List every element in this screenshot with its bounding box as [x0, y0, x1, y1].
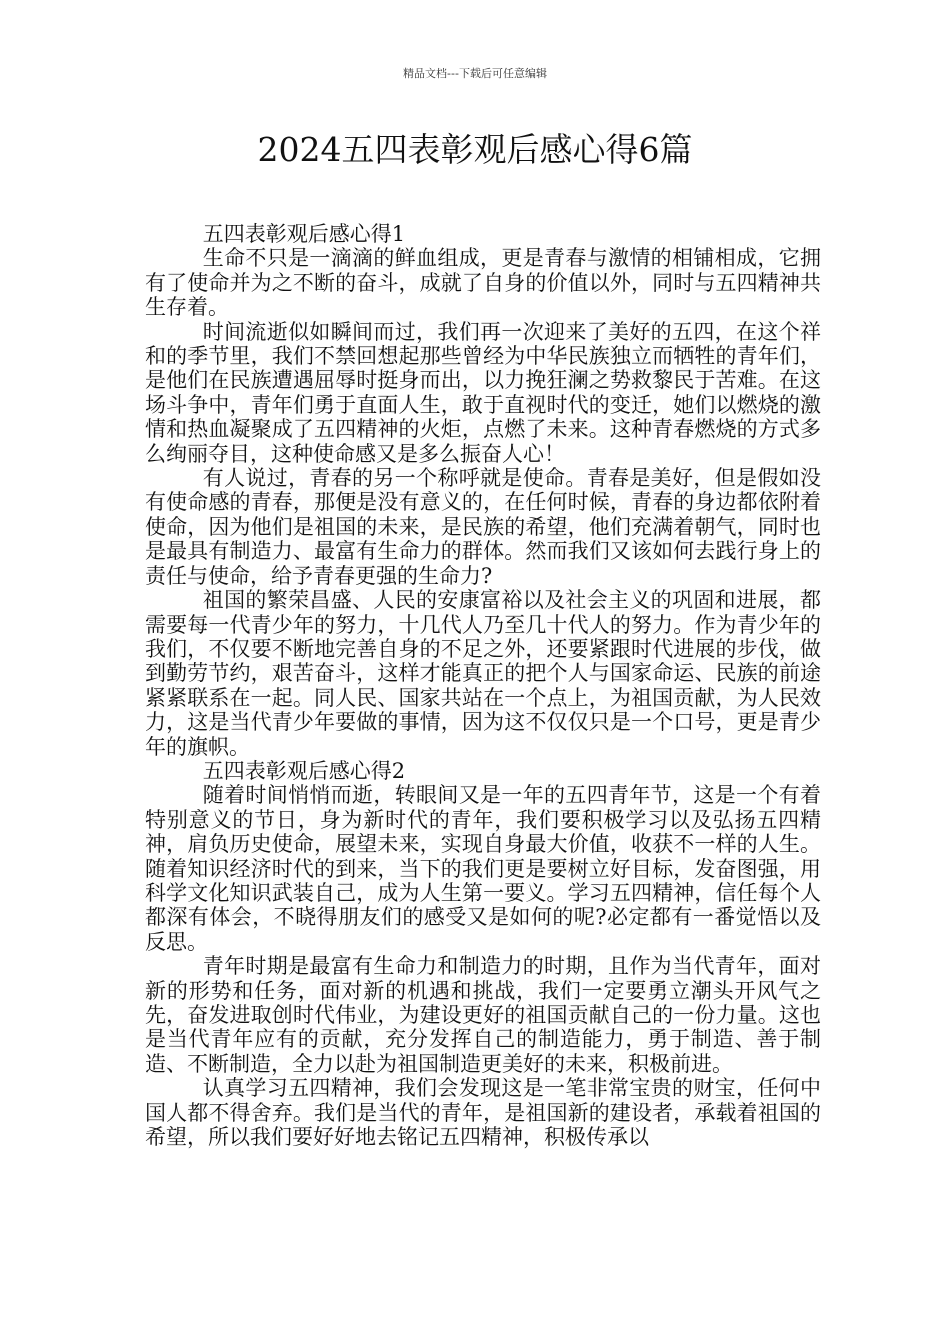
header-note: 精品文档---下载后可任意编辑: [403, 67, 547, 80]
section-heading-1: 五四表彰观后感心得1: [202, 222, 406, 246]
paragraph: 生命不只是一滴滴的鲜血组成，更是青春与激情的相铺相成，它拥有了使命并为之不断的奋斗，成就了自身的价值以外，同时与五四精神共生存着。: [145, 246, 821, 320]
paragraph: 祖国的繁荣昌盛、人民的安康富裕以及社会主义的巩固和进展，都需要每一代青少年的努力，十几代人乃至几十代人的努力。作为青少年的我们，不仅要不断地完善自身的不足之外，还要紧跟时代进展的步伐，做到勤劳节约，艰苦奋斗，这样才能真正的把个人与国家命运、民族的前途紧紧联系在一起。同人民、国家共站在一个点上，为祖国贡献，为人民效力，这是当代青少年要做的事情，因为这不仅仅只是一个口号，更是青少年的旗帜。: [145, 588, 821, 759]
document-body: [145, 222, 821, 1149]
paragraph: 有人说过，青春的另一个称呼就是使命。青春是美好，但是假如没有使命感的青春，那便是没有意义的，在任何时候，青春的身边都依附着使命，因为他们是祖国的未来，是民族的希望，他们充满着朝气，同时也是最具有制造力、最富有生命力的群体。然而我们又该如何去践行身上的责任与使命，给予青春更强的生命力?: [145, 466, 821, 588]
paragraph: 认真学习五四精神，我们会发现这是一笔非常宝贵的财宝，任何中国人都不得舍弃。我们是当代的青年，是祖国新的建设者，承载着祖国的希望，所以我们要好好地去铭记五四精神，积极传承以: [145, 1076, 821, 1150]
paragraph: 时间流逝似如瞬间而过，我们再一次迎来了美好的五四，在这个祥和的季节里，我们不禁回想起那些曾经为中华民族独立而牺牲的青年们，是他们在民族遭遇屈辱时挺身而出，以力挽狂澜之势救黎民于苦难。在这场斗争中，青年们勇于直面人生，敢于直视时代的变迁，她们以燃烧的激情和热血凝聚成了五四精神的火炬，点燃了未来。这种青春燃烧的方式多么绚丽夺目，这种使命感又是多么振奋人心！: [145, 319, 821, 466]
document-title: 2024五四表彰观后感心得6篇: [257, 130, 693, 169]
paragraph: 青年时期是最富有生命力和制造力的时期，且作为当代青年，面对新的形势和任务，面对新的机遇和挑战，我们一定要勇立潮头开风气之先，奋发进取创时代伟业，为建设更好的祖国贡献自己的一份力量。这也是当代青年应有的贡献，充分发挥自己的制造能力，勇于制造、善于制造、不断制造，全力以赴为祖国制造更美好的未来，积极前进。: [145, 954, 821, 1076]
section-heading-2: 五四表彰观后感心得2: [202, 758, 406, 783]
paragraph: 随着时间悄悄而逝，转眼间又是一年的五四青年节，这是一个有着特别意义的节日，身为新时代的青年，我们要积极学习以及弘扬五四精神，肩负历史使命，展望未来，实现自身最大价值，收获不一样的人生。随着知识经济时代的到来，当下的我们更是要树立好目标，发奋图强，用科学文化知识武装自己，成为人生第一要义。学习五四精神，信任每个人都深有体会，不晓得朋友们的感受又是如何的呢?必定都有一番觉悟以及反思。: [145, 783, 821, 954]
